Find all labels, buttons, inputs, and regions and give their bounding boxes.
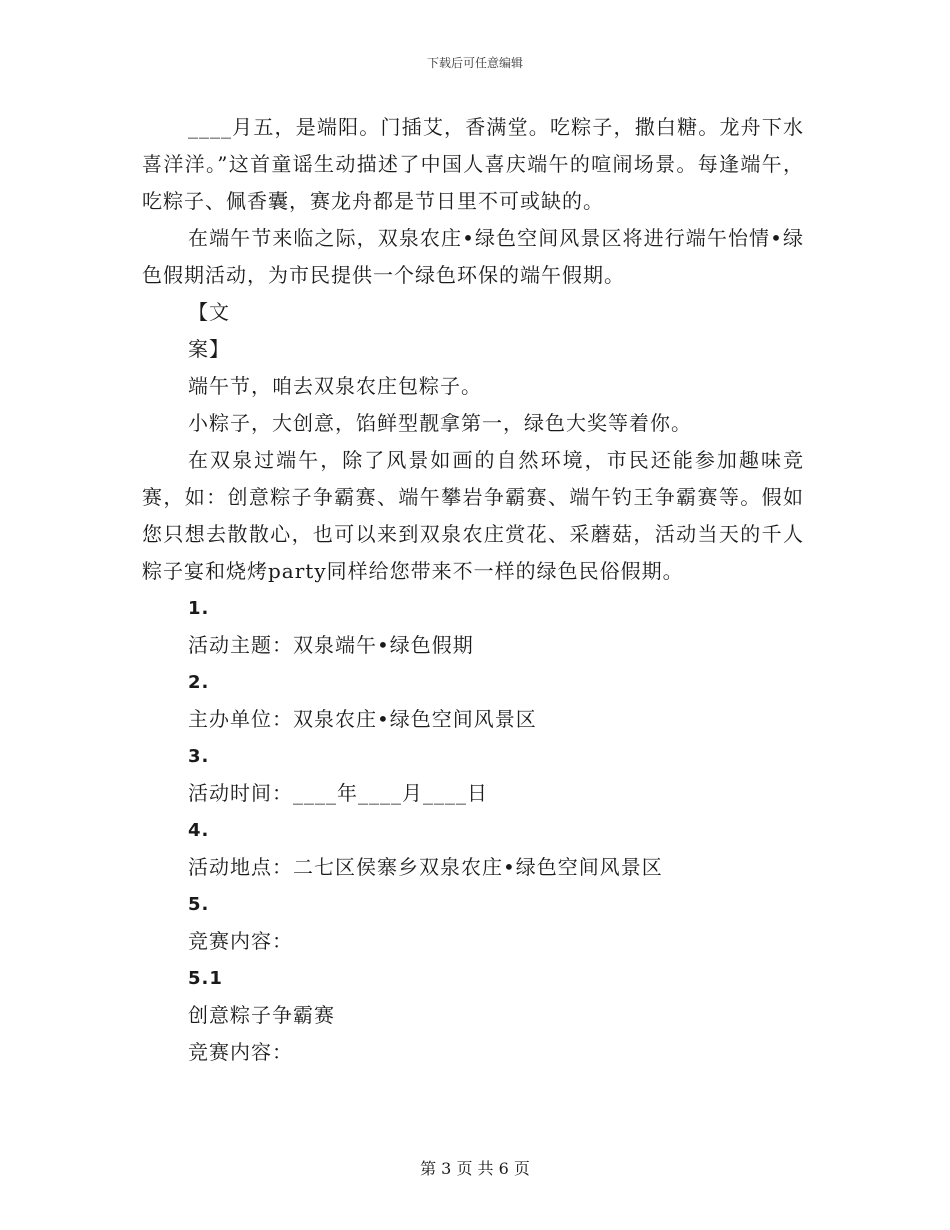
header-note: 下载后可任意编辑 [426, 56, 523, 70]
item-number-4: 4. [188, 820, 210, 841]
document-body [142, 109, 804, 1071]
item-text-1: 活动主题：双泉端午•绿色假期 [188, 633, 474, 657]
intro-paragraph: ____月五，是端阳。门插艾，香满堂。吃粽子，撒白糖。龙舟下水喜洋洋。”这首童谣生动描述了中国人喜庆端午的喧闹场景。每逢端午，吃粽子、佩香囊，赛龙舟都是节日里不可或缺的。 [142, 115, 804, 213]
item-number-2: 2. [188, 672, 210, 693]
item-text-5: 竞赛内容： [188, 929, 293, 953]
last-line: 竞赛内容： [188, 1040, 293, 1064]
item-number-5-1: 5.1 [188, 968, 223, 989]
item-text-4: 活动地点：二七区侯寨乡双泉农庄•绿色空间风景区 [188, 855, 663, 879]
item-number-5: 5. [188, 894, 210, 915]
item-text-5-1: 创意粽子争霸赛 [188, 1003, 335, 1027]
item-text-2: 主办单位：双泉农庄•绿色空间风景区 [188, 707, 537, 731]
copy-heading-line-2: 案】 [188, 337, 230, 361]
slogan-1: 端午节，咱去双泉农庄包粽子。 [188, 374, 482, 398]
copy-heading-line-1: 【文 [188, 300, 230, 324]
activity-paragraph: 在双泉过端午，除了风景如画的自然环境，市民还能参加趣味竞赛，如：创意粽子争霸赛、端午攀岩争霸赛、端午钓王争霸赛等。假如您只想去散散心，也可以来到双泉农庄赏花、采蘑菇，活动当天的千人粽子宴和烧烤party同样给您带来不一样的绿色民俗假期。 [142, 448, 804, 583]
slogan-2: 小粽子，大创意，馅鲜型靓拿第一，绿色大奖等着你。 [188, 411, 692, 435]
item-text-3: 活动时间：____年____月____日 [188, 781, 488, 805]
event-paragraph: 在端午节来临之际，双泉农庄•绿色空间风景区将进行端午怡情•绿色假期活动，为市民提供一个绿色环保的端午假期。 [142, 226, 804, 287]
item-number-3: 3. [188, 746, 210, 767]
page-number-footer: 第 3 页 共 6 页 [420, 1159, 530, 1178]
item-number-1: 1. [188, 598, 210, 619]
